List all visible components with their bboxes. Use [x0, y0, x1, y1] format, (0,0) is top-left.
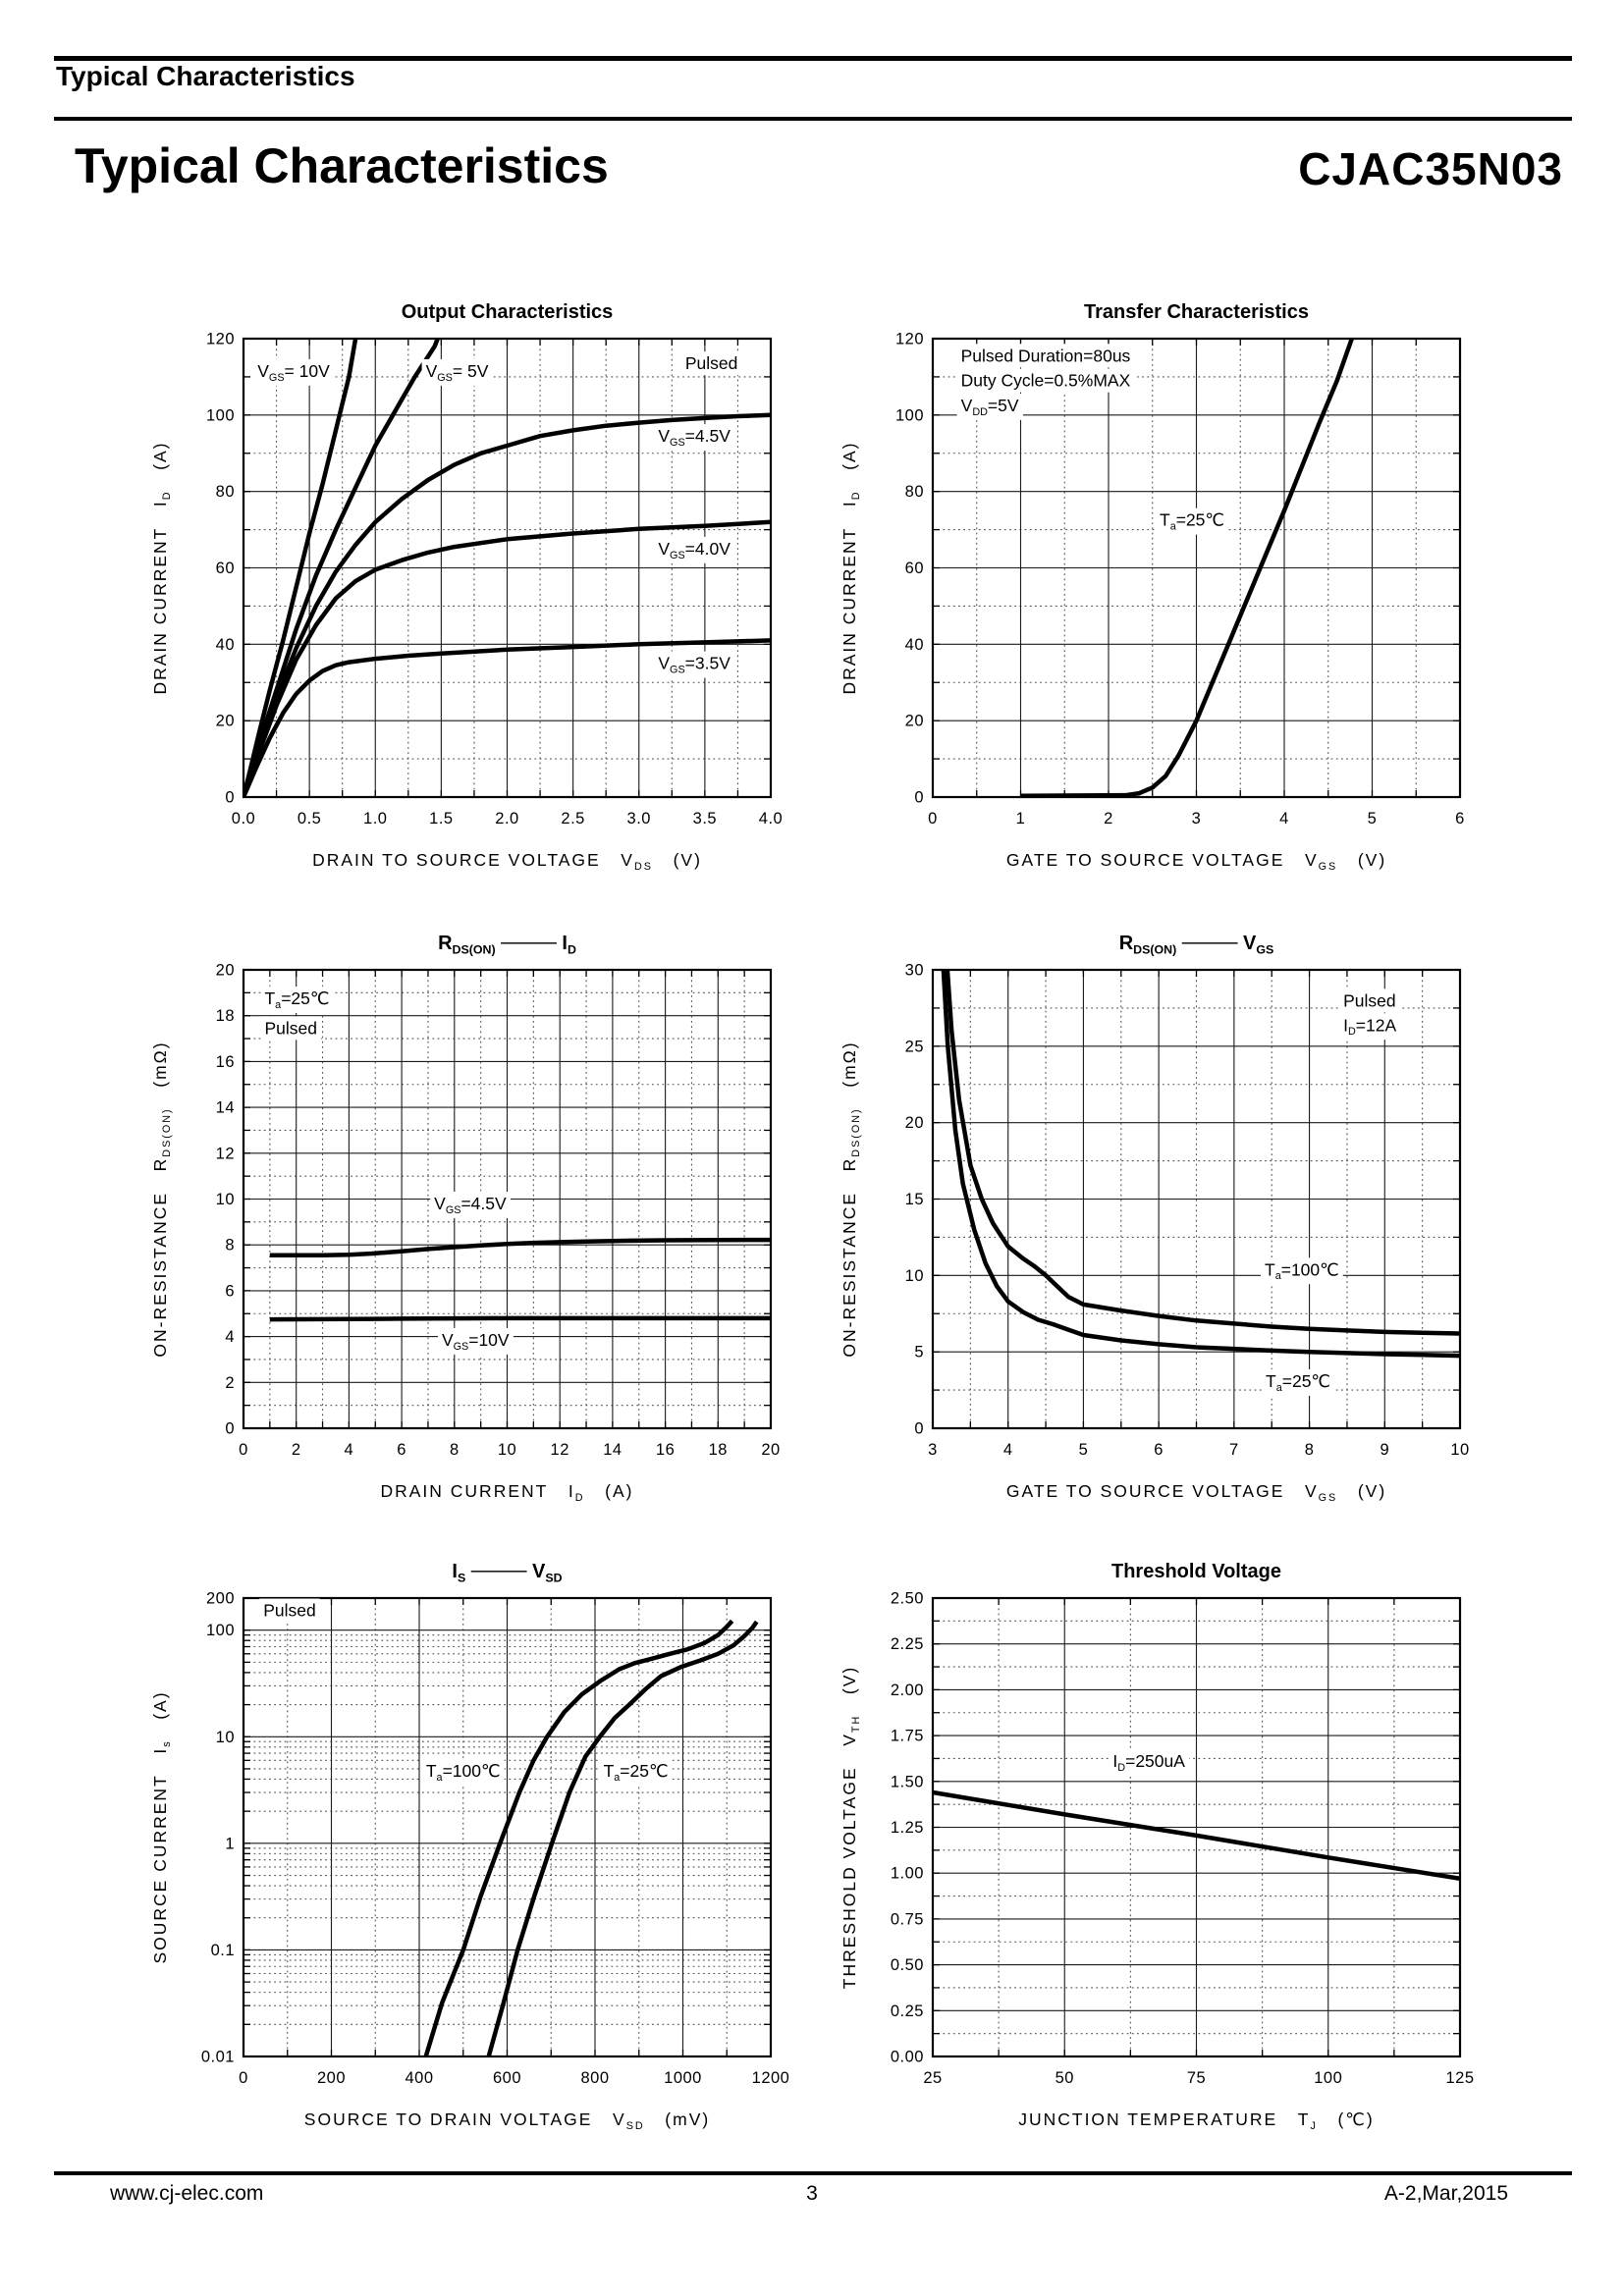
chart-is-vs-vsd [140, 1547, 887, 2156]
svg-text:4: 4 [225, 1328, 235, 1347]
svg-text:200: 200 [205, 1589, 235, 1608]
svg-text:400: 400 [405, 2069, 434, 2087]
svg-text:20: 20 [904, 712, 924, 730]
svg-text:3.5: 3.5 [692, 810, 718, 828]
svg-text:2.50: 2.50 [890, 1589, 924, 1608]
series-curve [426, 1621, 732, 2056]
footer-website: www.cj-elec.com [110, 2182, 264, 2205]
svg-text:1: 1 [1015, 810, 1026, 828]
svg-text:75: 75 [1186, 2069, 1207, 2087]
svg-text:120: 120 [205, 330, 235, 348]
svg-text:1.5: 1.5 [429, 810, 454, 828]
svg-text:0: 0 [225, 788, 235, 807]
chart-rdson-vs-vgs [830, 919, 1576, 1527]
y-axis-label: THRESHOLD VOLTAGE $V_{TH}$ (V) [839, 1665, 862, 1990]
svg-text:18: 18 [215, 1007, 235, 1026]
svg-text:0.1: 0.1 [210, 1941, 235, 1959]
svg-text:120: 120 [894, 330, 924, 348]
svg-text:2: 2 [1104, 810, 1113, 828]
svg-text:0.50: 0.50 [890, 1956, 924, 1975]
svg-text:0: 0 [239, 1441, 248, 1459]
svg-text:3: 3 [1191, 810, 1202, 828]
svg-text:12: 12 [550, 1441, 569, 1459]
svg-text:8: 8 [449, 1441, 460, 1459]
svg-text:125: 125 [1445, 2069, 1475, 2087]
svg-text:10: 10 [904, 1266, 924, 1285]
svg-text:800: 800 [580, 2069, 610, 2087]
svg-text:18: 18 [708, 1441, 728, 1459]
annotation-label: $T_a=25℃$ [1159, 509, 1225, 533]
svg-text:40: 40 [904, 635, 924, 654]
svg-text:0.0: 0.0 [231, 810, 256, 828]
svg-text:5: 5 [1367, 810, 1378, 828]
svg-text:200: 200 [316, 2069, 347, 2087]
svg-text:8: 8 [1304, 1441, 1315, 1459]
svg-text:7: 7 [1229, 1441, 1239, 1459]
y-axis-label: SOURCE CURRENT $I_s$ (A) [150, 1690, 173, 1964]
footer-rule [54, 2171, 1572, 2175]
series-curve [270, 1318, 771, 1319]
svg-text:1000: 1000 [664, 2069, 702, 2087]
part-number: CJAC35N03 [1298, 143, 1563, 194]
svg-text:4: 4 [344, 1441, 354, 1459]
chart-threshold-voltage [830, 1547, 1576, 2156]
chart-output-characteristics [140, 288, 887, 896]
svg-text:600: 600 [492, 2069, 522, 2087]
svg-text:4: 4 [1002, 1441, 1013, 1459]
svg-text:1.50: 1.50 [890, 1773, 924, 1791]
y-axis-label: ON-RESISTANCE $R_{DS(ON)}$ (mΩ) [150, 1041, 173, 1358]
svg-text:3.0: 3.0 [626, 810, 651, 828]
annotation-label: $I_D=12A$ [1343, 1015, 1397, 1039]
annotation-label: Pulsed Duration=80us [960, 346, 1131, 366]
svg-text:0: 0 [928, 810, 938, 828]
svg-text:14: 14 [215, 1098, 235, 1117]
svg-text:0.75: 0.75 [890, 1910, 924, 1929]
svg-text:60: 60 [904, 560, 924, 577]
svg-text:80: 80 [215, 483, 235, 502]
x-axis-label: GATE TO SOURCE VOLTAGE $V_{GS}$ (V) [1005, 1481, 1387, 1504]
chart-title: $R_{DS(ON)}$ ──── $I_D$ [438, 933, 576, 957]
svg-text:20: 20 [904, 1114, 924, 1133]
svg-text:20: 20 [215, 712, 235, 730]
svg-text:10: 10 [1450, 1441, 1470, 1459]
annotation-label: $T_a=100℃$ [425, 1761, 501, 1785]
annotation-label: Duty Cycle=0.5%MAX [960, 370, 1131, 391]
svg-text:0.5: 0.5 [297, 810, 322, 828]
series-curve [1021, 323, 1358, 795]
svg-text:16: 16 [215, 1052, 235, 1071]
svg-text:2: 2 [225, 1373, 235, 1392]
svg-text:100: 100 [205, 1622, 235, 1640]
annotation-label: $T_a=100℃$ [1265, 1259, 1339, 1283]
svg-text:1.0: 1.0 [363, 810, 388, 828]
svg-text:6: 6 [225, 1282, 235, 1301]
annotation-label: $V_{DD}=5V$ [960, 395, 1019, 418]
series-curve [270, 1240, 771, 1255]
svg-text:1.25: 1.25 [890, 1819, 924, 1837]
svg-text:0: 0 [239, 2069, 248, 2087]
svg-text:2.00: 2.00 [890, 1681, 924, 1699]
section-header: Typical Characteristics [56, 61, 355, 91]
y-axis-label: DRAIN CURRENT $I_D$ (A) [839, 441, 862, 695]
svg-text:10: 10 [215, 1191, 235, 1208]
annotation-label: $V_{GS}=4.0V$ [658, 538, 731, 561]
svg-text:6: 6 [397, 1441, 406, 1459]
svg-text:1.00: 1.00 [890, 1864, 924, 1883]
svg-text:60: 60 [215, 560, 235, 577]
svg-text:12: 12 [215, 1145, 235, 1163]
annotation-label: $V_{GS}=4.5V$ [658, 426, 731, 449]
x-axis-label: DRAIN TO SOURCE VOLTAGE $V_{DS}$ (V) [312, 850, 702, 873]
svg-text:5: 5 [914, 1343, 924, 1362]
svg-text:14: 14 [603, 1441, 623, 1459]
annotation-label: $V_{GS}=3.5V$ [658, 653, 731, 676]
series-curve [244, 316, 359, 797]
svg-text:16: 16 [655, 1441, 676, 1459]
annotation-label: Pulsed [263, 1600, 316, 1621]
annotation-label: Pulsed [264, 1018, 317, 1039]
svg-text:20: 20 [215, 961, 235, 980]
svg-text:0.00: 0.00 [890, 2048, 924, 2066]
chart-transfer-characteristics [830, 288, 1576, 896]
y-axis-label: ON-RESISTANCE $R_{DS(ON)}$ (mΩ) [839, 1041, 862, 1358]
x-axis-label: DRAIN CURRENT $I_D$ (A) [380, 1481, 634, 1504]
annotation-label: $V_{GS}=10V$ [441, 1329, 510, 1353]
svg-text:0: 0 [225, 1419, 235, 1438]
svg-text:2.5: 2.5 [561, 810, 585, 828]
svg-text:10: 10 [497, 1441, 517, 1459]
chart-title: Output Characteristics [401, 301, 614, 323]
annotation-label: $T_a=25℃$ [264, 988, 330, 1011]
svg-text:0.01: 0.01 [200, 2048, 235, 2066]
footer-revision: A-2,Mar,2015 [1383, 2182, 1508, 2205]
svg-text:0: 0 [914, 1419, 924, 1438]
annotation-label: $T_a=25℃$ [603, 1761, 669, 1785]
svg-text:20: 20 [761, 1441, 781, 1459]
annotation-label: $V_{GS}=4.5V$ [434, 1194, 507, 1216]
svg-text:100: 100 [205, 406, 235, 425]
svg-text:80: 80 [904, 483, 924, 502]
svg-text:2: 2 [291, 1441, 301, 1459]
annotation-label: $I_D=250uA$ [1112, 1750, 1185, 1774]
series-curve [489, 1622, 757, 2056]
svg-text:100: 100 [1314, 2069, 1343, 2087]
x-axis-label: SOURCE TO DRAIN VOLTAGE $V_{SD}$ (mV) [303, 2109, 711, 2132]
svg-text:4.0: 4.0 [758, 810, 784, 828]
svg-text:1.75: 1.75 [890, 1727, 924, 1745]
svg-text:2.25: 2.25 [890, 1635, 924, 1654]
svg-text:6: 6 [1154, 1441, 1164, 1459]
annotation-label: $V_{GS}= 5V$ [425, 360, 489, 384]
x-axis-label: GATE TO SOURCE VOLTAGE $V_{GS}$ (V) [1005, 850, 1387, 873]
svg-text:0.25: 0.25 [890, 2002, 924, 2020]
svg-text:50: 50 [1055, 2069, 1074, 2087]
svg-text:40: 40 [215, 635, 235, 654]
chart-title: $R_{DS(ON)}$ ──── $V_{GS}$ [1118, 933, 1274, 957]
svg-text:4: 4 [1279, 810, 1289, 828]
y-axis-label: DRAIN CURRENT $I_D$ (A) [150, 441, 173, 695]
svg-text:15: 15 [904, 1191, 924, 1208]
svg-text:0: 0 [914, 788, 924, 807]
svg-text:30: 30 [904, 961, 924, 980]
page-title: Typical Characteristics [75, 138, 609, 193]
x-axis-label: JUNCTION TEMPERATURE $T_J$ (℃) [1018, 2109, 1375, 2132]
svg-text:10: 10 [215, 1728, 235, 1746]
svg-text:3: 3 [928, 1441, 938, 1459]
footer-page-number: 3 [806, 2182, 818, 2205]
annotation-label: $V_{GS}= 10V$ [257, 360, 330, 384]
annotation-label: Pulsed [684, 353, 738, 374]
svg-text:8: 8 [225, 1236, 235, 1255]
svg-text:1200: 1200 [751, 2069, 790, 2087]
svg-text:5: 5 [1078, 1441, 1089, 1459]
svg-text:1: 1 [225, 1835, 235, 1853]
annotation-label: Pulsed [1343, 990, 1396, 1011]
svg-text:100: 100 [894, 406, 924, 425]
svg-text:25: 25 [904, 1038, 924, 1056]
svg-text:25: 25 [923, 2069, 943, 2087]
svg-text:6: 6 [1455, 810, 1465, 828]
chart-title: Threshold Voltage [1111, 1561, 1281, 1582]
svg-text:9: 9 [1380, 1441, 1390, 1459]
chart-title: Transfer Characteristics [1083, 301, 1310, 323]
annotation-label: $T_a=25℃$ [1266, 1370, 1331, 1394]
chart-rdson-vs-id [140, 919, 887, 1527]
header-bottom-rule [54, 117, 1572, 121]
chart-title: $I_S$ ──── $V_{SD}$ [452, 1561, 563, 1585]
svg-text:2.0: 2.0 [495, 810, 519, 828]
